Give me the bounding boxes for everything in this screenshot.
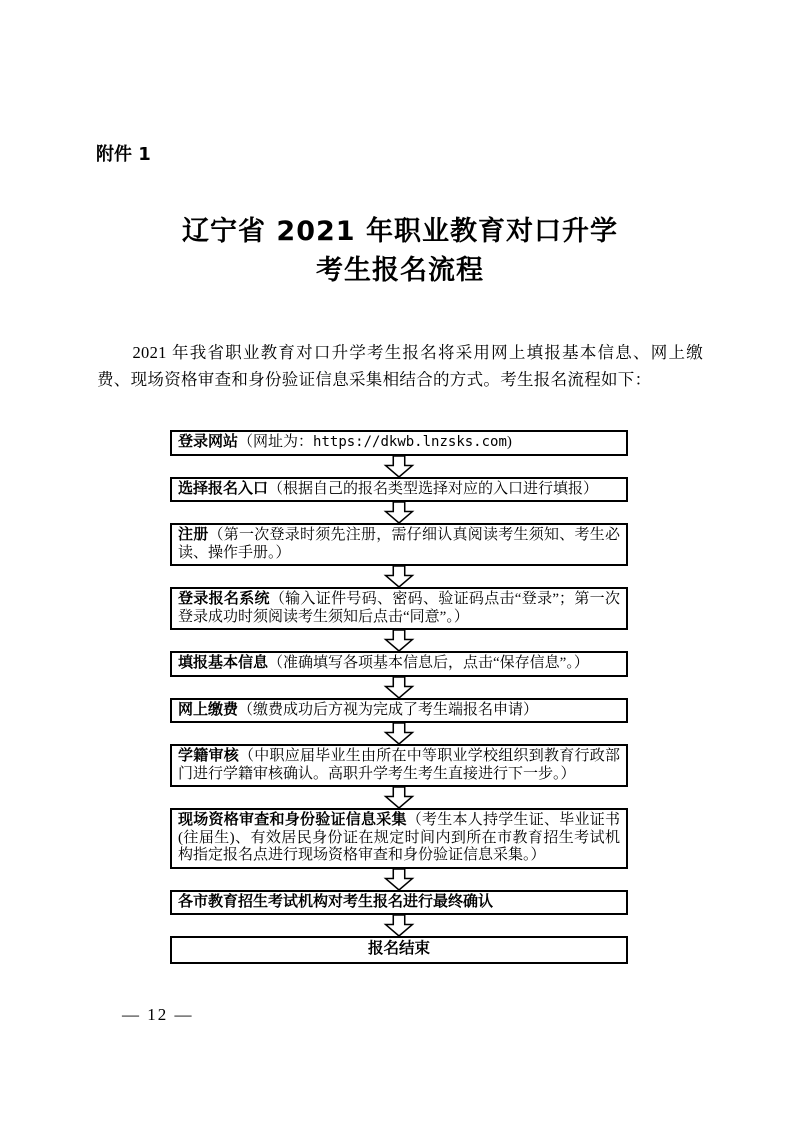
down-arrow-icon [170,566,628,587]
step-detail: （准确填写各项基本信息后，点击“保存信息”。） [268,655,589,671]
down-arrow-icon [170,787,628,808]
page-number: — 12 — [122,1005,194,1024]
flow-step-register [170,523,628,566]
document-title [0,212,800,290]
step-detail: （第一次登录时须先注册，需仔细认真阅读考生须知、考生必读、操作手册。） [178,527,620,561]
flow-step-fill-basic-info [170,651,628,677]
intro-paragraph: 2021 年我省职业教育对口升学考生报名将采用网上填报基本信息、网上缴费、现场资格审查和身份验证信息采集相结合的方式。考生报名流程如下： [97,343,703,389]
flow-step-login-website [170,430,628,456]
down-arrow-icon [170,630,628,651]
step-label: 填报基本信息 [178,653,269,671]
flow-step-onsite-qualification-review [170,808,628,869]
step-detail: （根据自己的报名类型选择对应的入口进行填报） [268,480,599,497]
title-line-1: 辽宁省 2021 年职业教育对口升学 [182,216,618,247]
flow-step-login-system [170,587,628,630]
step-detail: （网址为： [238,434,314,450]
step-label: 选择报名入口 [178,478,269,497]
down-arrow-icon [170,869,628,890]
step-label: 现场资格审查和身份验证信息采集 [178,810,407,828]
down-arrow-icon [170,723,628,744]
step-detail: （中职应届毕业生由所在中等职业学校组织到教育行政部门进行学籍审核确认。高职升学考生考生直接进行下一步。） [178,748,620,782]
step-label: 登录网站 [178,432,239,450]
attachment-label: 附件 1 [96,144,151,165]
down-arrow-icon [170,677,628,698]
down-arrow-icon [170,456,628,477]
step-label: 网上缴费 [178,699,239,718]
step-detail: （输入证件号码、密码、验证码点击“登录”；第一次登录成功时须阅读考生须知后点击“同意”。） [178,591,620,625]
step-label: 各市教育招生考试机构对考生报名进行最终确认 [178,891,494,910]
flow-step-student-status-review [170,744,628,787]
flow-step-final-confirmation [170,890,628,916]
registration-url: https://dkwb.lnzsks.com [313,434,507,450]
step-detail: （缴费成功后方视为完成了考生端报名申请） [238,701,539,718]
title-line-2: 考生报名流程 [316,255,484,286]
step-detail: （考生本人持学生证、毕业证书(往届生)、有效居民身份证在规定时间内到所在市教育招生考试机构指定报名点进行现场资格审查和身份验证信息采集。） [178,812,620,863]
down-arrow-icon [170,502,628,523]
step-detail: ) [506,434,512,450]
registration-flowchart [170,430,628,964]
step-label: 报名结束 [367,939,430,957]
step-label: 学籍审核 [178,746,239,764]
step-label: 注册 [178,525,209,543]
flow-step-online-payment [170,698,628,724]
flow-step-choose-entry [170,477,628,503]
down-arrow-icon [170,915,628,936]
step-label: 登录报名系统 [178,589,270,607]
flow-step-registration-end [170,936,628,964]
